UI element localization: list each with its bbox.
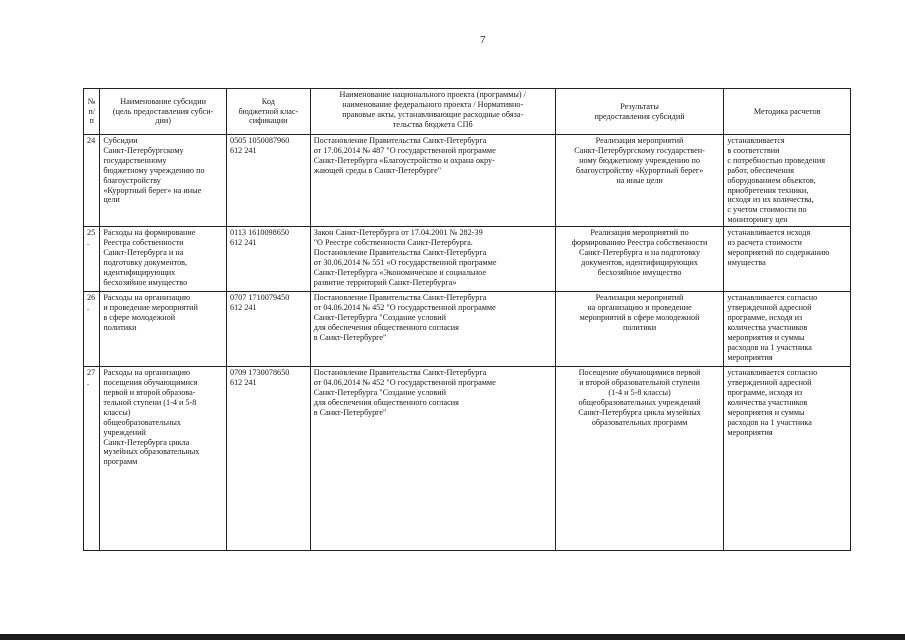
subsidy-name-cell: Расходы на организацию посещения обучающимися первой и второй образова- тельной ступени (1-4 и 5-8 классы) общеобразовательных учреждений Санкт-Петербурга цикла музейных образовательных программ: [100, 367, 227, 551]
method-cell: устанавливается в соответствии с потребностью проведения работ, обеспечения оборудованием объектов, приобретения техники, исходя из их количества, с учетом стоимости по мониторингу цен: [724, 135, 851, 227]
results-cell: Посещение обучающимися первой и второй образовательной ступени (1-4 и 5-8 классы) общеобразовательных учреждений Санкт-Петербурга цикла музейных образовательных программ: [555, 367, 724, 551]
table-row: [84, 227, 851, 292]
table-row: [84, 135, 851, 227]
budget-code-cell: 0505 1050087960 612 241: [226, 135, 310, 227]
table-row: [84, 367, 851, 551]
project-acts-cell: Постановление Правительства Санкт-Петербурга от 17.06.2014 № 487 "О государственной программе Санкт-Петербурга «Благоустройство и охрана окру- жающей среды в Санкт-Петербурге": [310, 135, 555, 227]
page-number: 7: [480, 34, 486, 46]
results-cell: Реализация мероприятий Санкт-Петербургскому государствен- ному бюджетному учреждению по благоустройству «Курортный берег» на иные цели: [555, 135, 724, 227]
table-row: [84, 292, 851, 367]
method-cell: устанавливается согласно утвержденной адресной программе, исходя из количества участников мероприятия и суммы расходов на 1 участника мероприятия: [724, 367, 851, 551]
header-number: № п/п: [84, 89, 100, 135]
subsidy-name-cell: Расходы на формирование Реестра собственности Санкт-Петербурга и на подготовку документов, идентифицирующих бесхозяйное имущество: [100, 227, 227, 292]
header-results: Результаты предоставления субсидий: [555, 89, 724, 135]
subsidy-name-cell: Расходы на организацию и проведение мероприятий в сфере молодежной политики: [100, 292, 227, 367]
project-acts-cell: Постановление Правительства Санкт-Петербурга от 04.06.2014 № 452 "О государственной программе Санкт-Петербурга "Создание условий для обеспечения общественного согласия в Санкт-Петербурге": [310, 292, 555, 367]
header-method: Методика расчетов: [724, 89, 851, 135]
row-number: 26.: [84, 292, 100, 367]
row-number: 27.: [84, 367, 100, 551]
budget-code-cell: 0707 1710079450 612 241: [226, 292, 310, 367]
results-cell: Реализация мероприятий по формированию Реестра собственности Санкт-Петербурга и на подготовку документов, идентифицирующих бесхозяйное имущество: [555, 227, 724, 292]
project-acts-cell: Закон Санкт-Петербурга от 17.04.2001 № 282-39 "О Реестре собственности Санкт-Петербурга. Постановление Правительства Санкт-Петербурга от 30.06.2014 № 551 «О государственной программе Санкт-Петербурга «Экономическое и социальное развитие территорий Санкт-Петербурга»: [310, 227, 555, 292]
header-budget-code: Код бюджетной клас- сификации: [226, 89, 310, 135]
table-header-row: [84, 89, 851, 135]
scan-bottom-edge: [0, 634, 905, 640]
subsidies-table: [83, 88, 851, 551]
row-number: 24: [84, 135, 100, 227]
method-cell: устанавливается исходя из расчета стоимости мероприятий по содержанию имущества: [724, 227, 851, 292]
project-acts-cell: Постановление Правительства Санкт-Петербурга от 04.06.2014 № 452 "О государственной программе Санкт-Петербурга "Создание условий для обеспечения общественного согласия в Санкт-Петербурге": [310, 367, 555, 551]
method-cell: устанавливается согласно утвержденной адресной программе, исходя из количества участников мероприятия и суммы расходов на 1 участника мероприятия: [724, 292, 851, 367]
subsidy-name-cell: Субсидии Санкт-Петербургскому государственному бюджетному учреждению по благоустройству «Курортный берег» на иные цели: [100, 135, 227, 227]
row-number: 25.: [84, 227, 100, 292]
budget-code-cell: 0113 1610098650 612 241: [226, 227, 310, 292]
header-subsidy-name: Наименование субсидии (цель предоставления субси- дии): [100, 89, 227, 135]
budget-code-cell: 0709 1730078650 612 241: [226, 367, 310, 551]
results-cell: Реализация мероприятий на организацию и проведение мероприятий в сфере молодежной политики: [555, 292, 724, 367]
header-project-acts: Наименование национального проекта (программы) / наименование федерального проекта / Нормативно- правовые акты, устанавливающие расходные обяза- тельства бюджета СПб: [310, 89, 555, 135]
